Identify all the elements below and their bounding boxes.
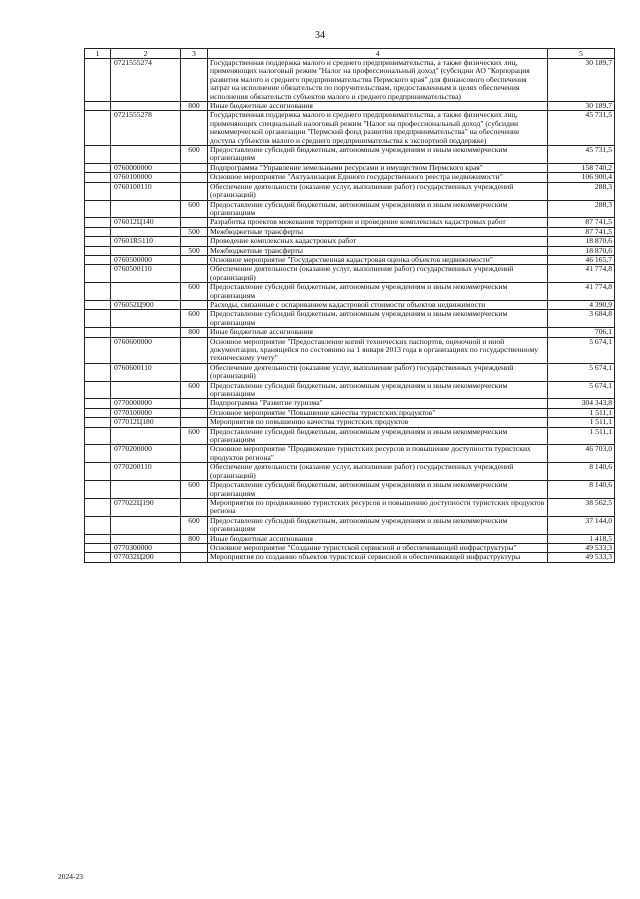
column-header: 3	[181, 49, 208, 59]
table-row	[85, 427, 615, 445]
cell-empty	[85, 59, 111, 102]
cell-expense-type: 800	[181, 102, 208, 111]
table-row	[85, 363, 615, 381]
table-row	[85, 418, 615, 427]
cell-description: Расходы, связанные с оспариванием кадастровой стоимости объектов недвижимости	[208, 300, 548, 309]
column-header: 1	[85, 49, 111, 59]
cell-description: Основное мероприятие "Актуализация Единого государственного реестра недвижимости"	[208, 173, 548, 182]
cell-expense-type: 500	[181, 227, 208, 236]
cell-empty	[85, 163, 111, 172]
cell-expense-type: 600	[181, 200, 208, 218]
cell-amount: 3 684,8	[548, 310, 615, 328]
column-header: 4	[208, 49, 548, 59]
cell-expense-type: 800	[181, 534, 208, 543]
cell-amount: 4 390,9	[548, 300, 615, 309]
cell-expense-type	[181, 445, 208, 463]
cell-description: Государственная поддержка малого и среднего предпринимательства, а также физических лиц, применяющих специальный налоговый режим "Налог на профессиональный доход" (субсидии некоммерческой организации "Пермский фонд развития предпринимательства" на обеспечение доступа субъектов малого и среднего предпринимательства к экспортной поддержке)	[208, 111, 548, 146]
cell-description: Основное мероприятие "Предоставление копий технических паспортов, оценочной и иной документации, хранящейся по состоянию на 1 января 2013 года в организациях по государственному техническому учету"	[208, 337, 548, 363]
cell-empty	[85, 182, 111, 200]
cell-target-article: 0760500110	[111, 265, 181, 283]
cell-amount: 106 900,4	[548, 173, 615, 182]
table-row	[85, 481, 615, 499]
cell-empty	[85, 516, 111, 534]
cell-amount: 18 870,6	[548, 237, 615, 246]
cell-amount: 1 511,1	[548, 427, 615, 445]
column-header: 2	[111, 49, 181, 59]
cell-description: Предоставление субсидий бюджетным, автономным учреждениям и иным некоммерческим организациям	[208, 516, 548, 534]
cell-amount: 38 562,5	[548, 498, 615, 516]
cell-description: Предоставление субсидий бюджетным, автономным учреждениям и иным некоммерческим организациям	[208, 200, 548, 218]
cell-target-article: 0721555278	[111, 111, 181, 146]
cell-target-article: 076012Ц140	[111, 218, 181, 227]
cell-description: Межбюджетные трансферты	[208, 227, 548, 236]
cell-amount: 5 674,1	[548, 337, 615, 363]
cell-description: Предоставление субсидий бюджетным, автономным учреждениям и иным некоммерческим организациям	[208, 481, 548, 499]
table-row	[85, 146, 615, 164]
cell-empty	[85, 173, 111, 182]
cell-expense-type	[181, 363, 208, 381]
cell-expense-type	[181, 218, 208, 227]
cell-target-article: 077022Ц190	[111, 498, 181, 516]
cell-description: Государственная поддержка малого и среднего предпринимательства, а также физических лиц, применяющих налоговый режим "Налог на профессиональный доход" (субсидии АО "Корпорация развития малого и среднего предпринимательства Пермского края" для финансового обеспечения затрат на исполнение обязательств по поручительствам, предоставленным в целях обеспечения исполнения обязательств субъектов малого и среднего предпринимательства)	[208, 59, 548, 102]
table-row	[85, 173, 615, 182]
cell-description: Обеспечение деятельности (оказание услуг, выполнение работ) государственных учреждений (организаций)	[208, 463, 548, 481]
cell-empty	[85, 310, 111, 328]
cell-expense-type	[181, 337, 208, 363]
cell-amount: 8 140,6	[548, 463, 615, 481]
cell-amount: 30 189,7	[548, 59, 615, 102]
cell-expense-type	[181, 255, 208, 264]
cell-target-article: 0760500000	[111, 255, 181, 264]
cell-description: Предоставление субсидий бюджетным, автономным учреждениям и иным некоммерческим организациям	[208, 381, 548, 399]
cell-target-article: 077012Ц180	[111, 418, 181, 427]
cell-amount: 288,3	[548, 182, 615, 200]
cell-expense-type: 600	[181, 146, 208, 164]
table-row	[85, 328, 615, 337]
cell-description: Иные бюджетные ассигнования	[208, 102, 548, 111]
cell-description: Подпрограмма "Развитие туризма"	[208, 399, 548, 408]
cell-description: Обеспечение деятельности (оказание услуг, выполнение работ) государственных учреждений (организаций)	[208, 363, 548, 381]
cell-expense-type: 600	[181, 310, 208, 328]
cell-target-article: 0770200110	[111, 463, 181, 481]
cell-empty	[85, 111, 111, 146]
cell-description: Предоставление субсидий бюджетным, автономным учреждениям и иным некоммерческим организациям	[208, 283, 548, 301]
cell-amount: 1 511,1	[548, 418, 615, 427]
cell-expense-type	[181, 408, 208, 417]
cell-target-article	[111, 310, 181, 328]
cell-amount: 45 731,5	[548, 111, 615, 146]
cell-amount: 30 189,7	[548, 102, 615, 111]
cell-expense-type	[181, 399, 208, 408]
cell-empty	[85, 553, 111, 562]
table-row	[85, 182, 615, 200]
cell-empty	[85, 283, 111, 301]
cell-target-article	[111, 427, 181, 445]
cell-expense-type	[181, 418, 208, 427]
cell-empty	[85, 237, 111, 246]
table-row	[85, 237, 615, 246]
cell-empty	[85, 445, 111, 463]
footer-code: 2024-23	[58, 872, 83, 881]
cell-amount: 5 674,1	[548, 381, 615, 399]
cell-empty	[85, 337, 111, 363]
cell-amount: 158 740,2	[548, 163, 615, 172]
cell-target-article	[111, 328, 181, 337]
cell-empty	[85, 200, 111, 218]
cell-empty	[85, 328, 111, 337]
cell-target-article	[111, 146, 181, 164]
cell-target-article: 0721555274	[111, 59, 181, 102]
column-header: 5	[548, 49, 615, 59]
cell-description: Мероприятия по созданию объектов туристской сервисной и обеспечивающей инфраструктуры	[208, 553, 548, 562]
table-row	[85, 310, 615, 328]
cell-empty	[85, 381, 111, 399]
table-row	[85, 111, 615, 146]
cell-expense-type	[181, 265, 208, 283]
table-row	[85, 381, 615, 399]
cell-target-article: 0770100000	[111, 408, 181, 417]
cell-empty	[85, 246, 111, 255]
cell-expense-type	[181, 59, 208, 102]
cell-amount: 1 511,1	[548, 408, 615, 417]
cell-amount: 49 533,3	[548, 543, 615, 552]
cell-target-article: 077032Ц200	[111, 553, 181, 562]
table-row	[85, 445, 615, 463]
table-row	[85, 463, 615, 481]
table-header-row	[85, 49, 615, 59]
table-row	[85, 553, 615, 562]
cell-amount: 5 674,1	[548, 363, 615, 381]
cell-empty	[85, 255, 111, 264]
table-row	[85, 498, 615, 516]
table-row	[85, 516, 615, 534]
cell-expense-type	[181, 182, 208, 200]
cell-empty	[85, 498, 111, 516]
table-row	[85, 399, 615, 408]
cell-target-article: 0770000000	[111, 399, 181, 408]
cell-amount: 41 774,8	[548, 283, 615, 301]
cell-amount: 49 533,3	[548, 553, 615, 562]
cell-target-article	[111, 516, 181, 534]
cell-amount: 8 140,6	[548, 481, 615, 499]
cell-description: Основное мероприятие "Государственная кадастровая оценка объектов недвижимости"	[208, 255, 548, 264]
cell-target-article: 076052Ц900	[111, 300, 181, 309]
cell-empty	[85, 300, 111, 309]
cell-target-article: 0760600110	[111, 363, 181, 381]
cell-target-article: 0760000000	[111, 163, 181, 172]
cell-expense-type	[181, 111, 208, 146]
table-body	[85, 59, 615, 563]
cell-target-article: 07601R5110	[111, 237, 181, 246]
cell-empty	[85, 218, 111, 227]
cell-expense-type: 500	[181, 246, 208, 255]
cell-description: Обеспечение деятельности (оказание услуг, выполнение работ) государственных учреждений (организаций)	[208, 182, 548, 200]
table-row	[85, 200, 615, 218]
cell-amount: 87 741,5	[548, 218, 615, 227]
cell-expense-type	[181, 463, 208, 481]
cell-amount: 45 731,5	[548, 146, 615, 164]
cell-description: Предоставление субсидий бюджетным, автономным учреждениям и иным некоммерческим организациям	[208, 146, 548, 164]
cell-description: Предоставление субсидий бюджетным, автономным учреждениям и иным некоммерческим организациям	[208, 310, 548, 328]
cell-amount: 18 870,6	[548, 246, 615, 255]
cell-target-article: 0760600000	[111, 337, 181, 363]
table-row	[85, 218, 615, 227]
table-row	[85, 283, 615, 301]
cell-target-article	[111, 283, 181, 301]
cell-description: Предоставление субсидий бюджетным, автономным учреждениям и иным некоммерческим организациям	[208, 427, 548, 445]
cell-empty	[85, 534, 111, 543]
cell-amount: 288,3	[548, 200, 615, 218]
table-row	[85, 337, 615, 363]
cell-description: Основное мероприятие "Продвижение туристских ресурсов и повышение доступности туристских продуктов региона"	[208, 445, 548, 463]
budget-table	[84, 48, 615, 563]
cell-target-article	[111, 200, 181, 218]
cell-expense-type: 600	[181, 381, 208, 399]
cell-target-article	[111, 381, 181, 399]
page-number: 34	[315, 30, 325, 41]
cell-amount: 304 343,8	[548, 399, 615, 408]
cell-amount: 37 144,0	[548, 516, 615, 534]
cell-expense-type: 600	[181, 516, 208, 534]
cell-amount: 41 774,8	[548, 265, 615, 283]
cell-description: Межбюджетные трансферты	[208, 246, 548, 255]
cell-amount: 46 165,7	[548, 255, 615, 264]
cell-description: Проведение комплексных кадастровых работ	[208, 237, 548, 246]
cell-target-article: 0770300000	[111, 543, 181, 552]
cell-expense-type	[181, 498, 208, 516]
cell-expense-type: 600	[181, 283, 208, 301]
cell-target-article: 0760100000	[111, 173, 181, 182]
cell-expense-type: 600	[181, 427, 208, 445]
cell-empty	[85, 463, 111, 481]
cell-amount: 706,1	[548, 328, 615, 337]
cell-empty	[85, 408, 111, 417]
cell-description: Мероприятия по повышению качества туристских продуктов	[208, 418, 548, 427]
cell-empty	[85, 265, 111, 283]
cell-empty	[85, 146, 111, 164]
cell-empty	[85, 227, 111, 236]
cell-description: Подпрограмма "Управление земельными ресурсами и имуществом Пермского края"	[208, 163, 548, 172]
cell-expense-type	[181, 163, 208, 172]
cell-description: Основное мероприятие "Создание туристской сервисной и обеспечивающей инфраструктуры"	[208, 543, 548, 552]
cell-description: Разработка проектов межевания территории и проведение комплексных кадастровых работ	[208, 218, 548, 227]
cell-expense-type: 800	[181, 328, 208, 337]
cell-expense-type	[181, 237, 208, 246]
cell-expense-type	[181, 553, 208, 562]
cell-empty	[85, 399, 111, 408]
cell-target-article: 0760100110	[111, 182, 181, 200]
cell-expense-type	[181, 173, 208, 182]
cell-description: Мероприятия по продвижению туристских ресурсов и повышению доступности туристских продуктов региона	[208, 498, 548, 516]
cell-empty	[85, 481, 111, 499]
cell-empty	[85, 543, 111, 552]
cell-empty	[85, 102, 111, 111]
table-row	[85, 265, 615, 283]
cell-description: Иные бюджетные ассигнования	[208, 534, 548, 543]
cell-description: Иные бюджетные ассигнования	[208, 328, 548, 337]
cell-expense-type: 600	[181, 481, 208, 499]
cell-expense-type	[181, 543, 208, 552]
cell-empty	[85, 418, 111, 427]
cell-amount: 1 418,5	[548, 534, 615, 543]
cell-target-article	[111, 481, 181, 499]
cell-amount: 46 703,0	[548, 445, 615, 463]
table-row	[85, 59, 615, 102]
cell-amount: 87 741,5	[548, 227, 615, 236]
cell-description: Основное мероприятие "Повышение качества туристских продуктов"	[208, 408, 548, 417]
cell-description: Обеспечение деятельности (оказание услуг, выполнение работ) государственных учреждений (организаций)	[208, 265, 548, 283]
cell-empty	[85, 427, 111, 445]
cell-empty	[85, 363, 111, 381]
cell-target-article: 0770200000	[111, 445, 181, 463]
